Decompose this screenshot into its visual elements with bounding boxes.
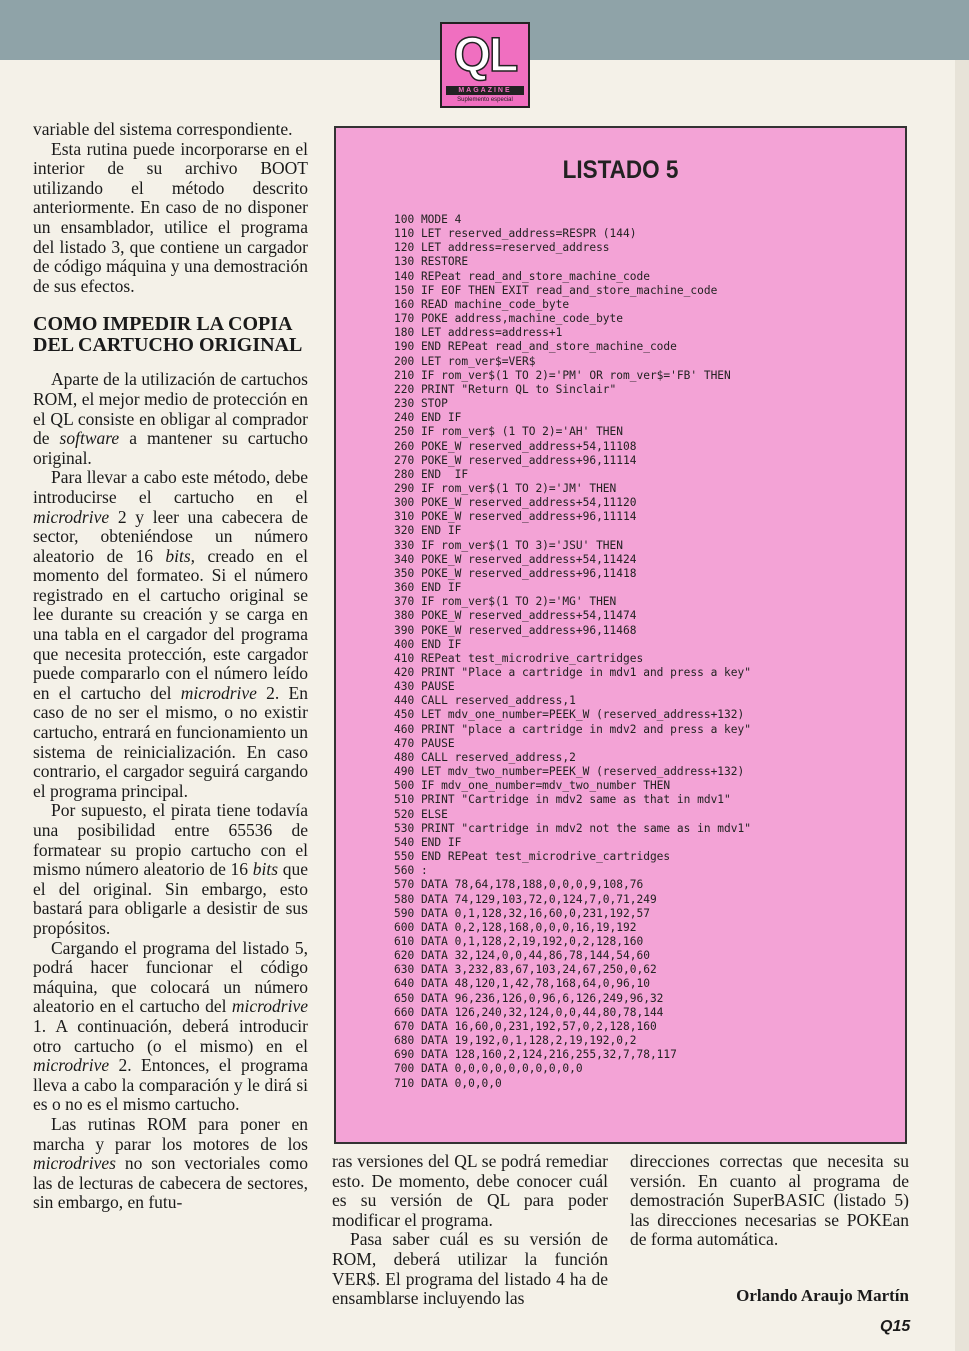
code-line: 300 POKE_W reserved_address+54,11120 (394, 496, 637, 510)
code-line: 190 END REPeat read_and_store_machine_code (394, 340, 677, 354)
code-line: 310 POKE_W reserved_address+96,11114 (394, 510, 637, 524)
code-line: 610 DATA 0,1,128,2,19,192,0,2,128,160 (394, 934, 644, 948)
code-line: 110 LET reserved_address=RESPR (144) (394, 227, 637, 241)
code-line: 550 END REPeat test_microdrive_cartridges (394, 850, 671, 864)
code-line: 700 DATA 0,0,0,0,0,0,0,0,0,0 (394, 1062, 583, 1076)
code-line: 280 END IF (394, 467, 469, 481)
code-line: 400 END IF (394, 637, 462, 651)
listing-box (334, 126, 907, 1144)
code-line: 270 POKE_W reserved_address+96,11114 (394, 453, 637, 467)
paragraph: Aparte de la utilización de cartuchos ROM, el mejor medio de protección en el QL consiste en obligar al comprador de software a mantener su cartucho original. (33, 369, 308, 468)
section-heading: COMO IMPEDIR LA COPIA DEL CARTUCHO ORIGINAL (33, 313, 303, 357)
code-line: 580 DATA 74,129,103,72,0,124,7,0,71,249 (394, 892, 657, 906)
code-line: 340 POKE_W reserved_address+54,11424 (394, 552, 637, 566)
code-line: 240 END IF (394, 411, 462, 425)
page-number: Q15 (880, 1318, 911, 1335)
paragraph: ras versiones del QL se podrá remediar esto. De momento, debe conocer cuál es su versión de QL para poder modificar el programa. (332, 1151, 608, 1230)
code-line: 630 DATA 3,232,83,67,103,24,67,250,0,62 (394, 963, 657, 977)
code-line: 170 POKE address,machine_code_byte (394, 312, 624, 326)
code-line: 650 DATA 96,236,126,0,96,6,126,249,96,32 (394, 991, 664, 1005)
paragraph: Esta rutina puede incorporarse en el interior de su archivo BOOT utilizando el método descrito anteriormente. En caso de no disponer un ensamblador, utilice el programa del listado 3, que contiene un cargador de código máquina y una demostración de sus efectos. (33, 138, 308, 296)
code-line: 150 IF EOF THEN EXIT read_and_store_machine_code (394, 283, 718, 297)
code-line: 590 DATA 0,1,128,32,16,60,0,231,192,57 (394, 906, 650, 920)
code-line: 530 PRINT "cartridge in mdv2 not the same as in mdv1" (394, 821, 751, 835)
code-line: 570 DATA 78,64,178,188,0,0,0,9,108,76 (394, 878, 644, 892)
code-line: 440 CALL reserved_address,1 (394, 694, 576, 708)
paragraph: direcciones correctas que necesita su versión. En cuanto al programa de demostración SuperBASIC (listado 5) las direcciones necesarias se POKEan de forma automática. (630, 1151, 909, 1250)
code-line: 430 PAUSE (394, 680, 455, 694)
code-line: 660 DATA 126,240,32,124,0,0,44,80,78,144 (394, 1005, 664, 1019)
code-line: 670 DATA 16,60,0,231,192,57,0,2,128,160 (394, 1019, 657, 1033)
code-line: 420 PRINT "Place a cartridge in mdv1 and press a key" (394, 666, 751, 679)
code-line: 160 READ machine_code_byte (394, 297, 570, 311)
code-line: 220 PRINT "Return QL to Sinclair" (394, 382, 617, 396)
code-line: 620 DATA 32,124,0,0,44,86,78,144,54,60 (394, 949, 650, 963)
code-line: 260 POKE_W reserved_address+54,11108 (394, 439, 637, 453)
logo-supplement-text: Suplemento especial (457, 97, 513, 103)
code-line: 600 DATA 0,2,128,168,0,0,0,16,19,192 (394, 920, 637, 934)
code-line: 390 POKE_W reserved_address+96,11468 (394, 623, 637, 637)
code-line: 710 DATA 0,0,0,0 (394, 1076, 502, 1090)
article-column-2 (332, 1152, 608, 1309)
code-line: 380 POKE_W reserved_address+54,11474 (394, 609, 637, 623)
paragraph: variable del sistema correspondiente. (33, 119, 293, 139)
code-line: 370 IF rom_ver$(1 TO 2)='MG' THEN (394, 595, 617, 609)
code-line: 360 END IF (394, 581, 462, 595)
article-column-3 (630, 1152, 909, 1250)
paragraph: Pasa saber cuál es su versión de ROM, deberá utilizar la función VER$. El programa del listado 4 ha de ensamblarse incluyendo las (332, 1229, 608, 1309)
code-line: 450 LET mdv_one_number=PEEK_W (reserved_address+132) (394, 708, 745, 722)
logo-text: QL (453, 29, 517, 82)
paragraph: Para llevar a cabo este método, debe introducirse el cartucho en el microdrive 2 y leer una cabecera de sector, obteniéndose un número aleatorio de 16 bits, creado en el momento del formateo. Si el número registrado en el cartucho original se lee durante su creación y se carga en una tabla en el cargador del programa que necesita protección, este cargador puede compararlo con el número leído en el cartucho del microdrive 2. En caso de no ser el mismo, o no existir cartucho, entrará en funcionamiento un sistema de reinicialización. En caso contrario, el cargador seguirá cargando el programa principal. (33, 467, 308, 801)
code-line: 180 LET address=address+1 (394, 326, 563, 340)
ql-magazine-logo (440, 22, 530, 108)
paragraph: Cargando el programa del listado 5, podrá hacer funcionar el código máquina, que colocará un número aleatorio en el cartucho del microdrive 1. A continuación, deberá introducir otro cartucho (o el mismo) en el microdrive 2. Entonces, el programa lleva a cabo la comparación y le dirá si es o no es el mismo cartucho. (33, 937, 308, 1115)
author-name: Orlando Araujo Martín (736, 1286, 909, 1305)
code-line: 460 PRINT "place a cartridge in mdv2 and press a key" (394, 722, 751, 736)
code-line: 320 END IF (394, 524, 462, 538)
code-listing (394, 213, 894, 1091)
code-line: 410 REPeat test_microdrive_cartridges (394, 651, 644, 665)
code-line: 680 DATA 19,192,0,1,128,2,19,192,0,2 (394, 1034, 637, 1048)
code-line: 140 REPeat read_and_store_machine_code (394, 269, 650, 283)
code-line: 330 IF rom_ver$(1 TO 3)='JSU' THEN (394, 538, 624, 552)
page-edge (955, 60, 969, 1351)
code-line: 510 PRINT "Cartridge in mdv2 same as that in mdv1" (394, 793, 731, 807)
code-line: 690 DATA 128,160,2,124,216,255,32,7,78,117 (394, 1048, 677, 1062)
listing-title: LISTADO 5 (562, 156, 679, 184)
code-line: 500 IF mdv_one_number=mdv_two_number THEN (394, 779, 671, 793)
code-line: 470 PAUSE (394, 736, 455, 750)
code-line: 130 RESTORE (394, 255, 469, 269)
code-line: 480 CALL reserved_address,2 (394, 750, 576, 764)
code-line: 640 DATA 48,120,1,42,78,168,64,0,96,10 (394, 977, 650, 991)
code-line: 350 POKE_W reserved_address+96,11418 (394, 566, 637, 580)
code-line: 290 IF rom_ver$(1 TO 2)='JM' THEN (394, 481, 617, 495)
article-column-1 (33, 120, 308, 1213)
code-line: 200 LET rom_ver$=VER$ (394, 354, 536, 368)
code-line: 210 IF rom_ver$(1 TO 2)='PM' OR rom_ver$='FB' THEN (394, 368, 731, 382)
code-line: 100 MODE 4 (394, 213, 462, 226)
code-line: 230 STOP (394, 397, 448, 411)
code-line: 120 LET address=reserved_address (394, 241, 610, 255)
code-line: 540 END IF (394, 835, 462, 849)
code-line: 490 LET mdv_two_number=PEEK_W (reserved_address+132) (394, 765, 745, 779)
code-line: 520 ELSE (394, 807, 448, 821)
code-line: 560 : (394, 864, 428, 878)
logo-magazine-text: MAGAZINE (446, 86, 524, 95)
code-line: 250 IF rom_ver$ (1 TO 2)='AH' THEN (394, 425, 624, 439)
paragraph: Por supuesto, el pirata tiene todavía una posibilidad entre 65536 de formatear su propio cartucho con el mismo número aleatorio de 16 bits que el del original. Sin embargo, esto bastará para obligarle a desistir de sus propósitos. (33, 800, 308, 938)
paragraph: Las rutinas ROM para poner en marcha y parar los motores de los microdrives no son vectoriales como las de lecturas de cabecera de sectores, sin embargo, en futu- (33, 1113, 308, 1213)
